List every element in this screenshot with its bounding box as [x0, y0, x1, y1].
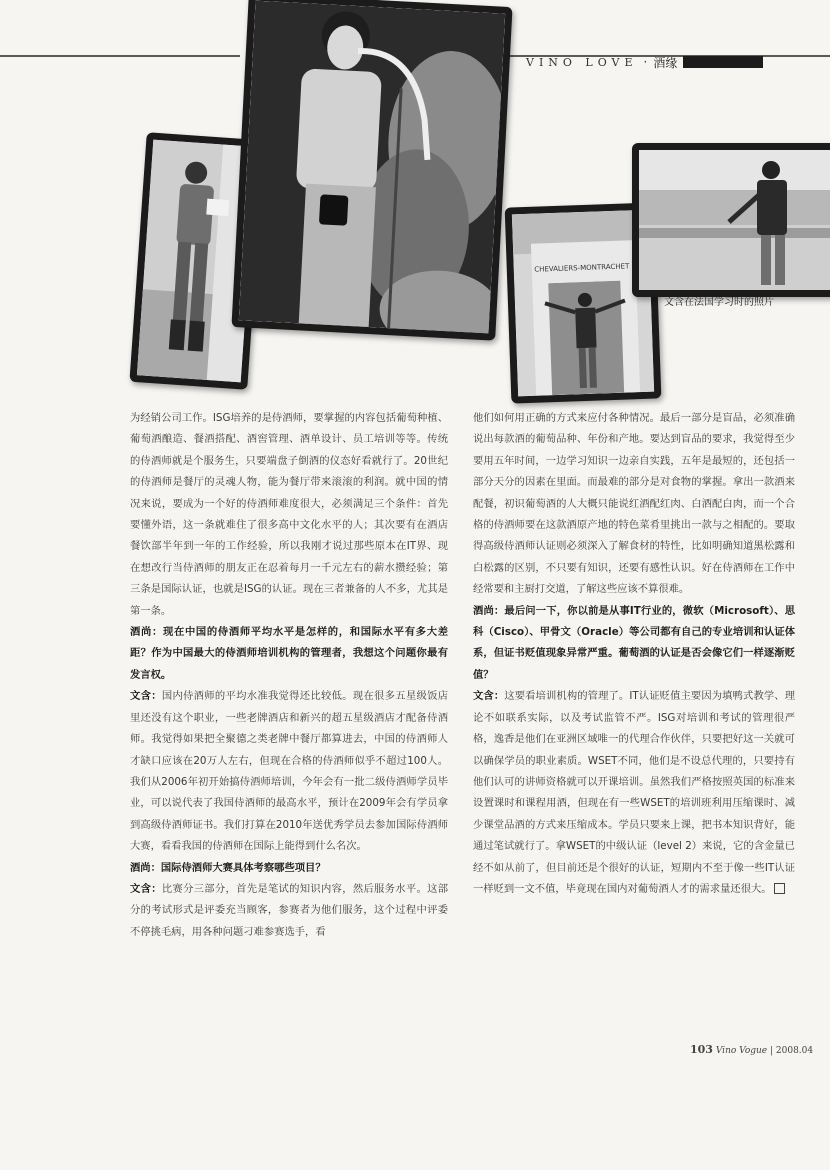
header-black-bar [683, 56, 763, 68]
speaker-label: 酒尚： [130, 861, 161, 874]
header-separator: · [643, 55, 648, 69]
question-3 [473, 601, 795, 687]
question-2 [130, 858, 448, 879]
question-text: 现在中国的侍酒师平均水平是怎样的，和国际水平有多大差距？作为中国最大的侍酒师培训机构的管理者，我想这个问题你最有发言权。 [130, 626, 448, 681]
photo-caption: 文含在法国学习时的照片 [664, 297, 774, 308]
speaker-label: 文含： [130, 690, 162, 703]
answer-3 [473, 686, 795, 900]
photo-cellar [231, 0, 512, 341]
article-column-left [130, 408, 448, 943]
question-text: 最后问一下，你以前是从事IT行业的，微软（Microsoft）、思科（Cisco）、甲骨文（Oracle）等公司都有自己的专业培训和认证体系，但证书贬值现象异常严重。葡萄酒的认证是否会像它们一样逐渐贬值？ [473, 604, 796, 681]
answer-2 [130, 879, 448, 943]
question-text: 国际侍酒师大赛具体考察哪些项目？ [160, 861, 326, 874]
question-1 [130, 622, 448, 686]
answer-text: 这要看培训机构的管理了。IT认证贬值主要因为填鸭式教学、理论不如联系实际，以及考试监管不严。ISG对培训和考试的管理很严格，逸香是他们在亚洲区域唯一的代理合作伙伴，只要把好这一关就可以确保学员的职业素质。WSET不同，他们是不设总代理的，只要持有他们认可的讲师资格就可以开课培训。虽然我们严格按照英国的标准来设置课时和课程用酒，但现在有一些WSET的培训班利用压缩课时、减少课堂品酒的方式来压缩成本。学员只要来上课，把书本知识背好，能通过笔试就行了。拿WSET的中级认证（level 2）来说，它的含金量已经不如从前了，但目前还是个很好的认证，短期内不至于像一些IT认证一样贬到一文不值，毕竟现在国内对葡萄酒人才的需求量还很大。 [473, 690, 796, 895]
speaker-label: 文含： [473, 690, 505, 703]
paragraph: 他们如何用正确的方式来应付各种情况。最后一部分是盲品，必须准确说出每款酒的葡萄品种、年份和产地。要达到盲品的要求，我觉得至少要用五年时间，一边学习知识一边亲自实践，五年是最短的，还包括一部分天分的因素在里面。而最难的部分是对食物的掌握。拿出一款酒来配餐，初识葡萄酒的人大概只能说红酒配红肉、白酒配白肉，而一个合格的侍酒师要在这款酒原产地的特色菜肴里挑出一款与之相配的。要取得高级侍酒师认证则必须深入了解食材的特性，比如明确知道黑松露和白松露的区别，不只要有知识，还要有感性认识。好在侍酒师在工作中经常要和主厨打交道，了解这些应该不算很难。 [473, 412, 795, 596]
photo-vineyard-wall [632, 143, 830, 297]
answer-1 [130, 686, 448, 857]
magazine-name: Vino Vogue [715, 1046, 768, 1056]
header-rule-left [0, 55, 240, 57]
issue-date: 2008.04 [775, 1046, 814, 1056]
speaker-label: 酒尚： [130, 626, 163, 639]
article-column-right [473, 408, 795, 900]
speaker-label: 酒尚： [473, 604, 505, 617]
gate-sign-text: CHEVALIERS-MONTRACHET [534, 262, 630, 274]
paragraph: 为经销公司工作。ISG培养的是侍酒师，要掌握的内容包括葡萄种植、葡萄酒酿造、餐酒搭配、酒窖管理、酒单设计、员工培训等等。传统的侍酒师就是个服务生，只要端盘子倒酒的仪态好看就行了。20世纪的侍酒师是餐厅的灵魂人物，能为餐厅带来滚滚的利润。就中国的情况来说，要成为一个好的侍酒师难度很大，必须满足三个条件：首先要懂外语，这一条就难住了很多高中文化水平的人；其次要有在酒店餐饮部半年到一年的工作经验，所以我刚才说过那些原本在IT界、现在想改行当侍酒师的朋友正在忍着每月一千元左右的薪水攒经验；第三条是国际认证，也就是ISG的认证。现在三者兼备的人不多，尤其是第一条。 [130, 412, 448, 617]
page-number: 103 [690, 1043, 713, 1056]
header-english: VINO LOVE [526, 55, 638, 69]
section-header [526, 54, 763, 70]
end-mark-icon [774, 883, 785, 894]
speaker-label: 文含： [130, 882, 162, 895]
page-footer: 103 Vino Vogue | 2008.04 [690, 1043, 814, 1056]
answer-text: 国内侍酒师的平均水准我觉得还比较低。现在很多五星级饭店里还没有这个职业，一些老牌酒店和新兴的超五星级酒店才配备侍酒师。我觉得如果把全聚德之类老牌中餐厅都算进去，中国的侍酒师人才缺口应该在20万人左右，但现在合格的侍酒师似乎不超过100人。我们从2006年初开始搞侍酒师培训，今年会有一批二级侍酒师学员毕业，可以说代表了我国侍酒师的最高水平，预计在2009年会有学员拿到高级侍酒师证书。我们打算在2010年送优秀学员去参加国际侍酒师大赛，看看我国的侍酒师在国际上能得到什么名次。 [130, 690, 449, 853]
answer-text: 比赛分三部分，首先是笔试的知识内容，然后服务水平。这部分的考试形式是评委充当顾客，参赛者为他们服务，这个过程中评委不停挑毛病，用各种问题刁难参赛选手，看 [130, 882, 449, 938]
header-chinese: 酒缘 [653, 55, 678, 70]
